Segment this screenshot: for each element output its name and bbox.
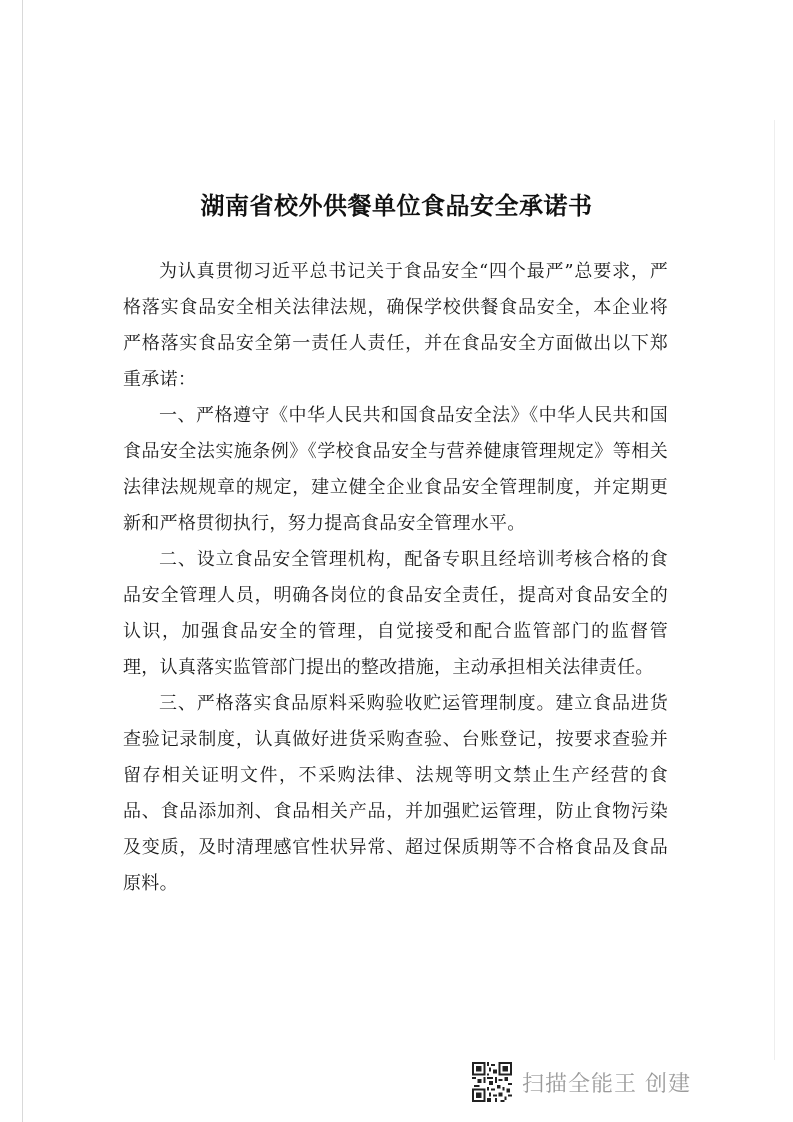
paragraph-item-3: 三、严格落实食品原料采购验收贮运管理制度。建立食品进货查验记录制度，认真做好进货采购查验、台账登记，按要求查验并留存相关证明文件，不采购法律、法规等明文禁止生产经营的食品、食品添加剂、食品相关产品，并加强贮运管理，防止食物污染及变质，及时清理感官性状异常、超过保质期等不合格食品及食品原料。 xyxy=(123,693,668,894)
page-edge-line xyxy=(22,0,23,1122)
page-edge-line xyxy=(774,120,775,1060)
paragraph-intro: 为认真贯彻习近平总书记关于食品安全“四个最严”总要求，严格落实食品安全相关法律法规，确保学校供餐食品安全，本企业将严格落实食品安全第一责任人责任，并在食品安全方面做出以下郑重承诺： xyxy=(123,261,668,390)
document-body xyxy=(123,254,668,902)
paragraph-item-1: 一、严格遵守《中华人民共和国食品安全法》《中华人民共和国食品安全法实施条例》《学校食品安全与营养健康管理规定》等相关法律法规规章的规定，建立健全企业食品安全管理制度，并定期更新和严格贯彻执行，努力提高食品安全管理水平。 xyxy=(123,405,668,534)
paragraph-item-2: 二、设立食品安全管理机构，配备专职且经培训考核合格的食品安全管理人员，明确各岗位的食品安全责任，提高对食品安全的认识，加强食品安全的管理，自觉接受和配合监管部门的监督管理，认真落实监管部门提出的整改措施，主动承担相关法律责任。 xyxy=(123,549,668,678)
qr-code-icon xyxy=(472,1062,512,1102)
watermark-text: 扫描全能王 创建 xyxy=(522,1071,691,1097)
document-title: 湖南省校外供餐单位食品安全承诺书 xyxy=(200,192,593,220)
scanner-watermark xyxy=(472,1060,691,1104)
